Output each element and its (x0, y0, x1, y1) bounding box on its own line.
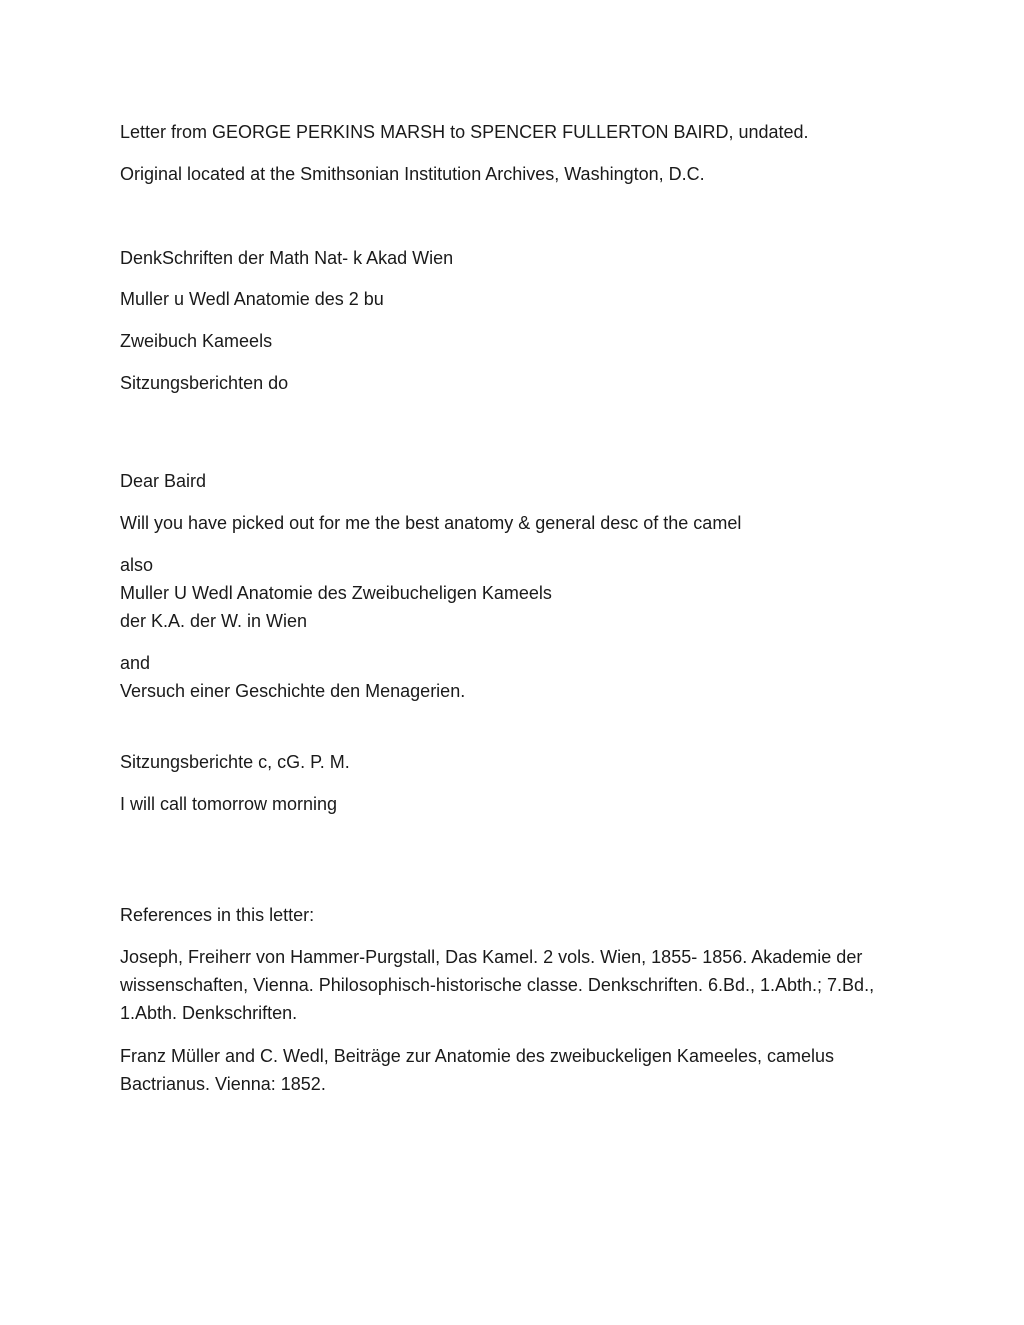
letter-closing: I will call tomorrow morning (120, 794, 338, 814)
document-title: Letter from GEORGE PERKINS MARSH to SPENCER FULLERTON BAIRD, undated. (120, 122, 809, 142)
letter-salutation: Dear Baird (120, 471, 207, 491)
note-line: Sitzungsberichten do (120, 373, 289, 393)
letter-also-item: Muller U Wedl Anatomie des Zweibucheligen Kameels (120, 583, 552, 603)
reference-item: Joseph, Freiherr von Hammer-Purgstall, Das Kamel. 2 vols. Wien, 1855- 1856. Akademie der wissenschaften, Vienna. Philosophisch-historische classe. Denkschriften. 6.Bd., 1.Abth.; 7.Bd., 1.Abth. Denkschriften. (120, 947, 875, 1023)
archive-source-line: Original located at the Smithsonian Institution Archives, Washington, D.C. (120, 164, 705, 184)
letter-also-item: der K.A. der W. in Wien (120, 611, 308, 631)
note-line: Zweibuch Kameels (120, 331, 273, 351)
note-line: Muller u Wedl Anatomie des 2 bu (120, 289, 384, 309)
reference-item: Franz Müller and C. Wedl, Beiträge zur Anatomie des zweibuckeligen Kameeles, camelus Bactrianus. Vienna: 1852. (120, 1046, 835, 1094)
letter-and-label: and (120, 653, 151, 673)
letter-and-item: Versuch einer Geschichte den Menagerien. (120, 681, 466, 701)
letter-signoff: Sitzungsberichte c, cG. P. M. (120, 752, 350, 772)
letter-request: Will you have picked out for me the best anatomy & general desc of the camel (120, 513, 742, 533)
letter-also-label: also (120, 555, 154, 575)
references-heading: References in this letter: (120, 905, 315, 925)
note-line: DenkSchriften der Math Nat- k Akad Wien (120, 248, 454, 268)
